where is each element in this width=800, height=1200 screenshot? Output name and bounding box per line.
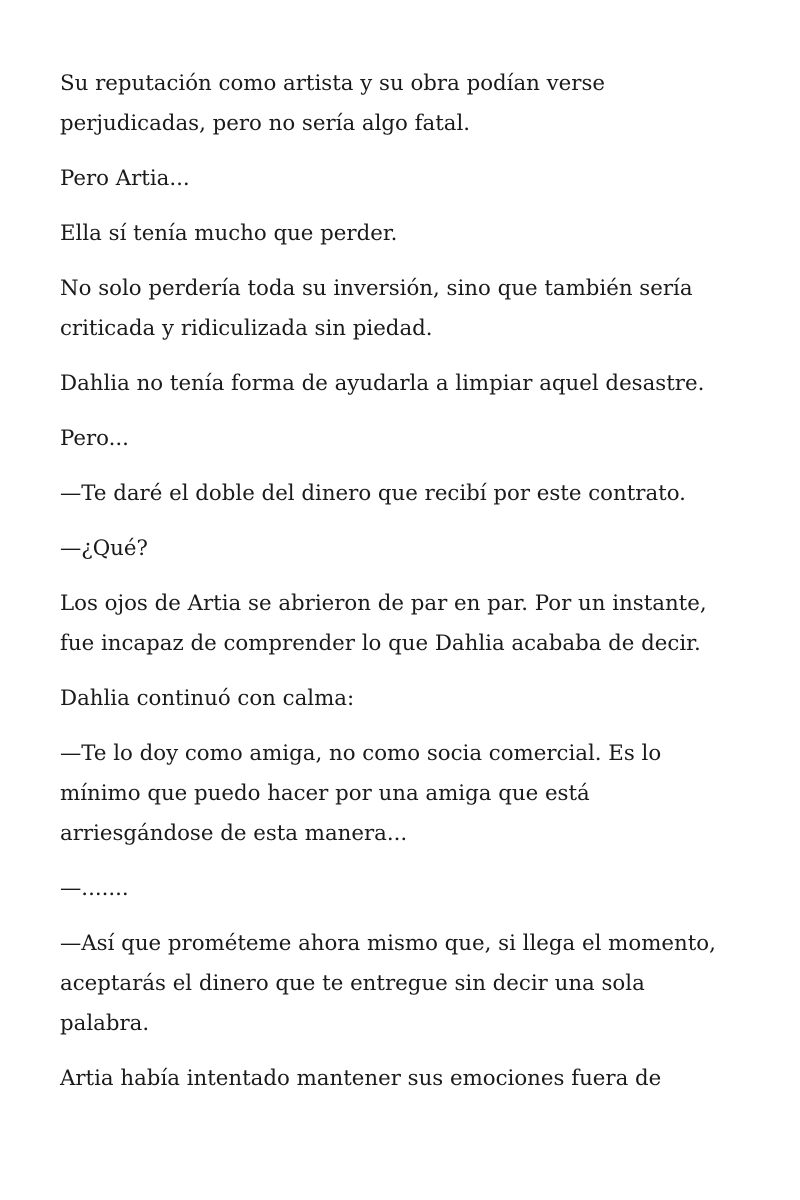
paragraph <box>60 1059 750 1099</box>
text-line: Su reputación como artista y su obra podían verse <box>60 71 605 96</box>
text-line: Pero... <box>60 426 129 451</box>
paragraph <box>60 159 750 199</box>
paragraph <box>60 474 750 514</box>
paragraph <box>60 869 750 909</box>
text-line: —¿Qué? <box>60 536 148 561</box>
reading-page <box>60 64 750 1114</box>
text-line: mínimo que puedo hacer por una amiga que está <box>60 781 590 806</box>
text-line: No solo perdería toda su inversión, sino que también sería <box>60 276 693 301</box>
text-line: —....... <box>60 876 129 901</box>
text-line: aceptarás el dinero que te entregue sin decir una sola <box>60 971 645 996</box>
text-line: arriesgándose de esta manera... <box>60 821 408 846</box>
paragraph <box>60 679 750 719</box>
text-line: —Te daré el doble del dinero que recibí por este contrato. <box>60 481 686 506</box>
text-line: perjudicadas, pero no sería algo fatal. <box>60 111 471 136</box>
paragraph <box>60 214 750 254</box>
paragraph <box>60 269 750 349</box>
paragraph <box>60 734 750 854</box>
text-line: Dahlia continuó con calma: <box>60 686 355 711</box>
paragraph <box>60 584 750 664</box>
paragraph <box>60 529 750 569</box>
text-line: criticada y ridiculizada sin piedad. <box>60 316 433 341</box>
paragraph <box>60 924 750 1044</box>
text-line: Ella sí tenía mucho que perder. <box>60 221 398 246</box>
text-line: Los ojos de Artia se abrieron de par en par. Por un instante, <box>60 591 707 616</box>
text-line: palabra. <box>60 1011 150 1036</box>
text-line: —Te lo doy como amiga, no como socia comercial. Es lo <box>60 741 662 766</box>
paragraph <box>60 364 750 404</box>
text-line: Pero Artia... <box>60 166 190 191</box>
text-line: fue incapaz de comprender lo que Dahlia acababa de decir. <box>60 631 701 656</box>
paragraph <box>60 419 750 459</box>
text-line: Dahlia no tenía forma de ayudarla a limpiar aquel desastre. <box>60 371 705 396</box>
paragraph <box>60 64 750 144</box>
text-line: —Así que prométeme ahora mismo que, si llega el momento, <box>60 931 716 956</box>
text-line: Artia había intentado mantener sus emociones fuera de <box>60 1066 662 1091</box>
